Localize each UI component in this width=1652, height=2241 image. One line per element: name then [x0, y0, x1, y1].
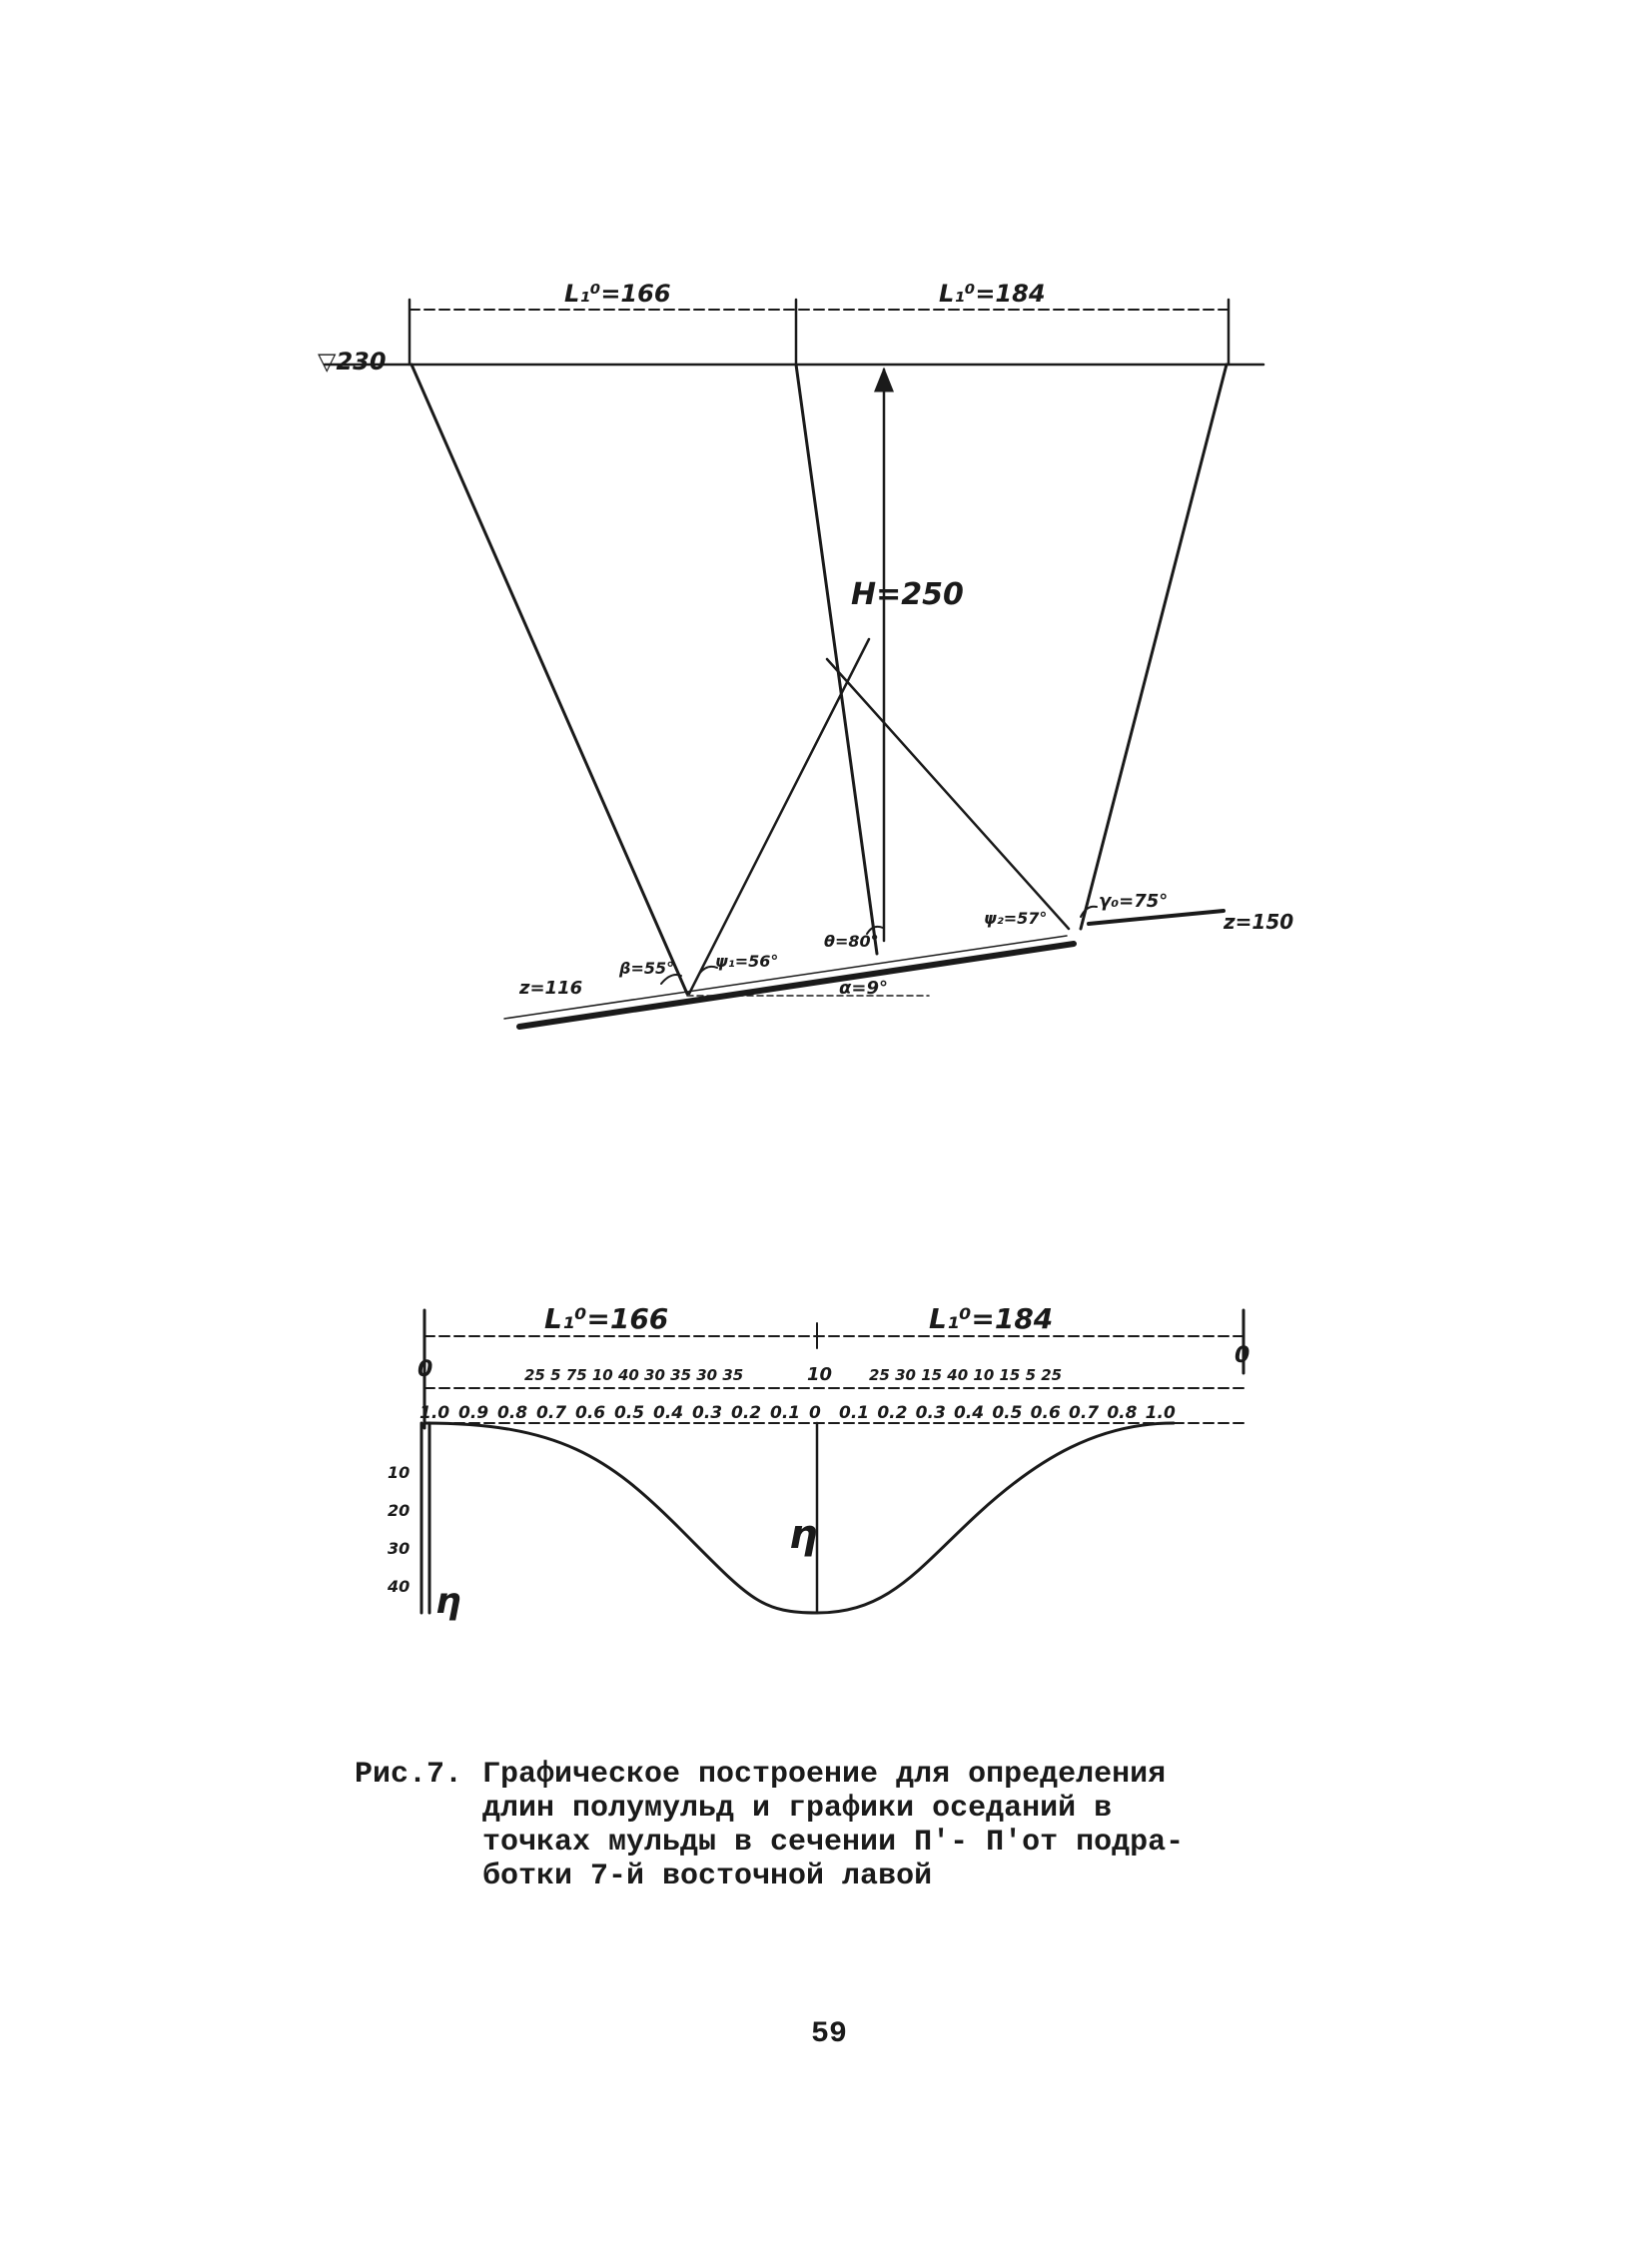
- left-boundary-line: [412, 365, 687, 994]
- scale-value: 40: [388, 1577, 411, 1596]
- angle-theta: θ=80°: [824, 932, 879, 951]
- right-length-label: L₁⁰=184: [939, 280, 1046, 308]
- lower-left-length-label: L₁⁰=166: [544, 1302, 669, 1335]
- lower-diagram: [421, 1310, 1243, 1613]
- center-ratio: 0: [809, 1403, 821, 1423]
- left-ratio: 0.9: [458, 1403, 489, 1423]
- right-ratio: 0.7: [1069, 1403, 1100, 1423]
- scale-label: η: [435, 1581, 461, 1622]
- seam-line-thin: [504, 936, 1067, 1019]
- right-distances: 25 30 15 40 10 15 5 25: [869, 1366, 1063, 1384]
- left-distances: 25 5 75 10 40 30 35 30 35: [524, 1366, 744, 1384]
- dip-angle: α=9°: [839, 978, 888, 999]
- lower-right-length-label: L₁⁰=184: [929, 1302, 1054, 1335]
- depth-label: H=250: [851, 577, 964, 612]
- right-ratio: 0.8: [1107, 1403, 1138, 1423]
- figure-caption: [355, 1758, 1273, 1893]
- caption-line-4: ботки 7-й восточной лавой: [482, 1860, 933, 1893]
- left-ratio: 0.1: [770, 1403, 801, 1423]
- left-ratio: 0.7: [536, 1403, 567, 1423]
- curve-label: η: [789, 1512, 818, 1558]
- caption-prefix: Рис.7.: [355, 1758, 463, 1792]
- scale-values: [387, 1463, 410, 1596]
- ratio-row: [419, 1403, 1176, 1423]
- right-ratio: 0.4: [954, 1403, 985, 1423]
- right-ratio: 0.2: [877, 1403, 908, 1423]
- right-seam-extension: [1089, 911, 1224, 924]
- scale-value: 30: [388, 1539, 411, 1558]
- left-end-mark: 0: [417, 1357, 433, 1382]
- left-length-label: L₁⁰=166: [564, 280, 671, 308]
- scale-value: 20: [388, 1501, 411, 1520]
- angle-psi2: ψ₂=57°: [984, 909, 1048, 928]
- right-end-mark: 0: [1235, 1343, 1250, 1368]
- upper-diagram: [325, 300, 1263, 1027]
- angle-beta: β=55°: [619, 959, 675, 978]
- scale-value: 10: [388, 1463, 411, 1482]
- left-elevation-label: z=116: [519, 978, 583, 999]
- right-ratio: 0.5: [992, 1403, 1023, 1423]
- caption-line-2: длин полумульд и графики оседаний в: [482, 1792, 1113, 1826]
- cross-line-b: [827, 659, 1069, 929]
- left-ratio: 0.8: [497, 1403, 528, 1423]
- angle-gamma: γ₀=75°: [1099, 891, 1169, 912]
- left-ratio: 0.5: [614, 1403, 645, 1423]
- seam-line: [519, 944, 1074, 1027]
- center-distance: 10: [807, 1364, 833, 1385]
- right-elevation-label: z=150: [1224, 910, 1294, 934]
- left-ratio: 0.4: [653, 1403, 684, 1423]
- right-ratio: 0.1: [839, 1403, 870, 1423]
- left-ratio: 0.3: [692, 1403, 723, 1423]
- right-ratio: 0.3: [915, 1403, 946, 1423]
- right-ratio: 1.0: [1145, 1403, 1176, 1423]
- left-ratio: 0.6: [575, 1403, 606, 1423]
- left-ratio: 0.2: [731, 1403, 762, 1423]
- upper-labels: [318, 280, 1293, 999]
- page-number: 59: [810, 2017, 847, 2051]
- caption-line-1: Графическое построение для определения: [482, 1758, 1167, 1792]
- right-ratio: 0.6: [1030, 1403, 1061, 1423]
- angle-psi1: ψ₁=56°: [715, 952, 779, 971]
- center-line-a: [796, 365, 877, 954]
- left-ratio: 1.0: [419, 1403, 450, 1423]
- caption-line-3: точках мульды в сечении П'- П'от подра-: [482, 1826, 1185, 1860]
- elevation-label: ▽230: [318, 348, 387, 375]
- right-boundary-line: [1081, 365, 1227, 929]
